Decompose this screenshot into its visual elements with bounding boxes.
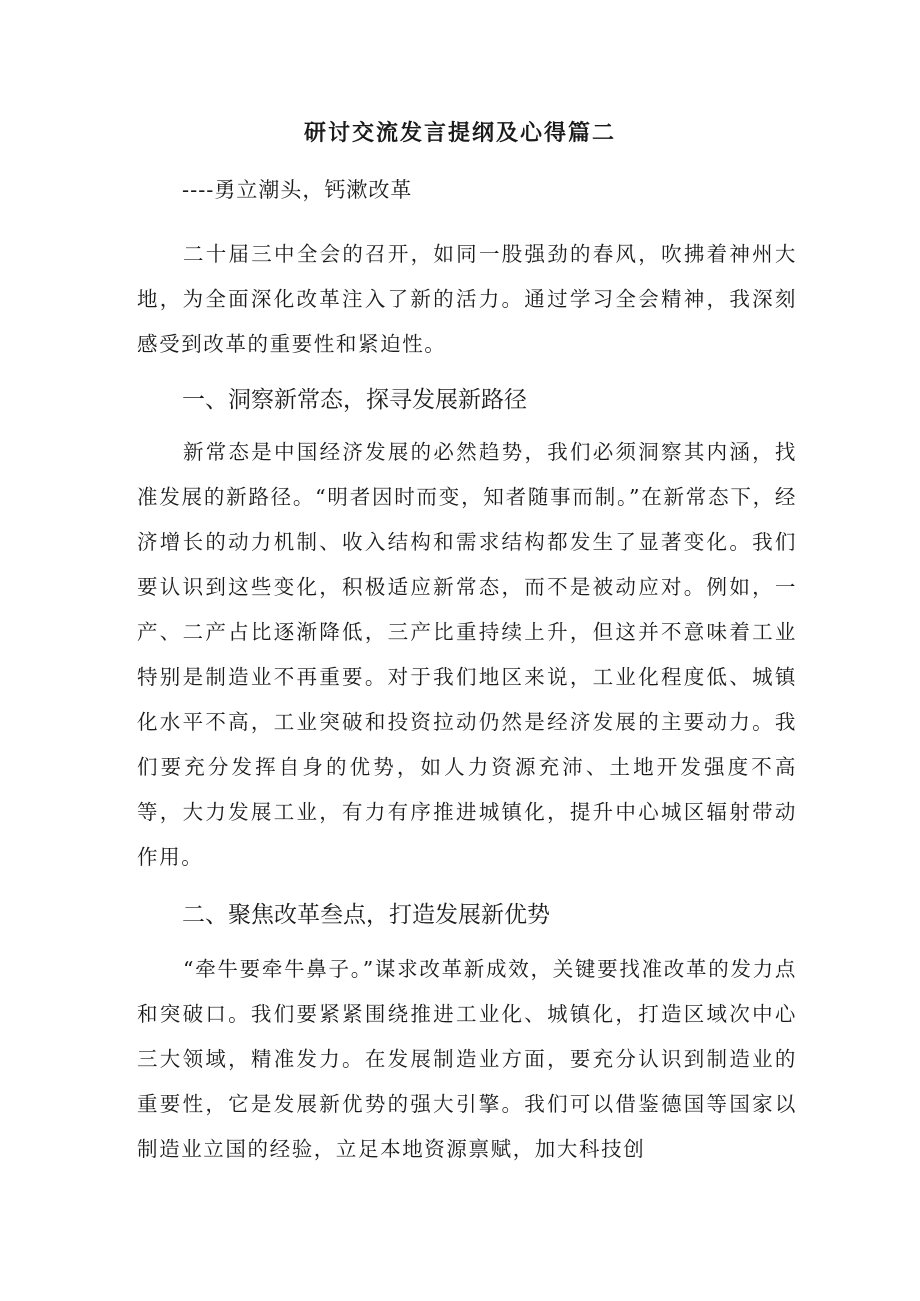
section-heading-1: 一、洞察新常态，探寻发展新路径 — [182, 387, 527, 413]
section-body-1: 新常态是中国经济发展的必然趋势，我们必须洞察其内涵，找准发展的新路径。“明者因时而变，知者随事而制。”在新常态下，经济增长的动力机制、收入结构和需求结构都发生了显著变化。我们要认识到这些变化，积极适应新常态，而不是被动应对。例如，一产、二产占比逐渐降低，三产比重持续上升，但这并不意味着工业特别是制造业不再重要。对于我们地区来说，工业化程度低、城镇化水平不高，工业突破和投资拉动仍然是经济发展的主要动力。我们要充分发挥自身的优势，如人力资源充沛、土地开发强度不高等，大力发展工业，有力有序推进城镇化，提升中心城区辐射带动作用。 — [137, 440, 797, 869]
document-title: 研讨交流发言提纲及心得篇二 — [303, 120, 616, 146]
section-body-2: “牵牛要牵牛鼻子。”谋求改革新成效，关键要找准改革的发力点和突破口。我们要紧紧围绕推进工业化、城镇化，打造区域次中心三大领域，精准发力。在发展制造业方面，要充分认识到制造业的重要性，它是发展新优势的强大引擎。我们可以借鉴德国等国家以制造业立国的经验，立足本地资源禀赋，加大科技创 — [137, 957, 797, 1161]
document-subtitle: ----勇立潮头，钙漱改革 — [182, 178, 413, 202]
intro-paragraph: 二十届三中全会的召开，如同一股强劲的春风，吹拂着神州大地，为全面深化改革注入了新的活力。通过学习全会精神，我深刻感受到改革的重要性和紧迫性。 — [137, 242, 797, 356]
section-heading-2: 二、聚焦改革叁点，打造发展新优势 — [182, 902, 550, 928]
